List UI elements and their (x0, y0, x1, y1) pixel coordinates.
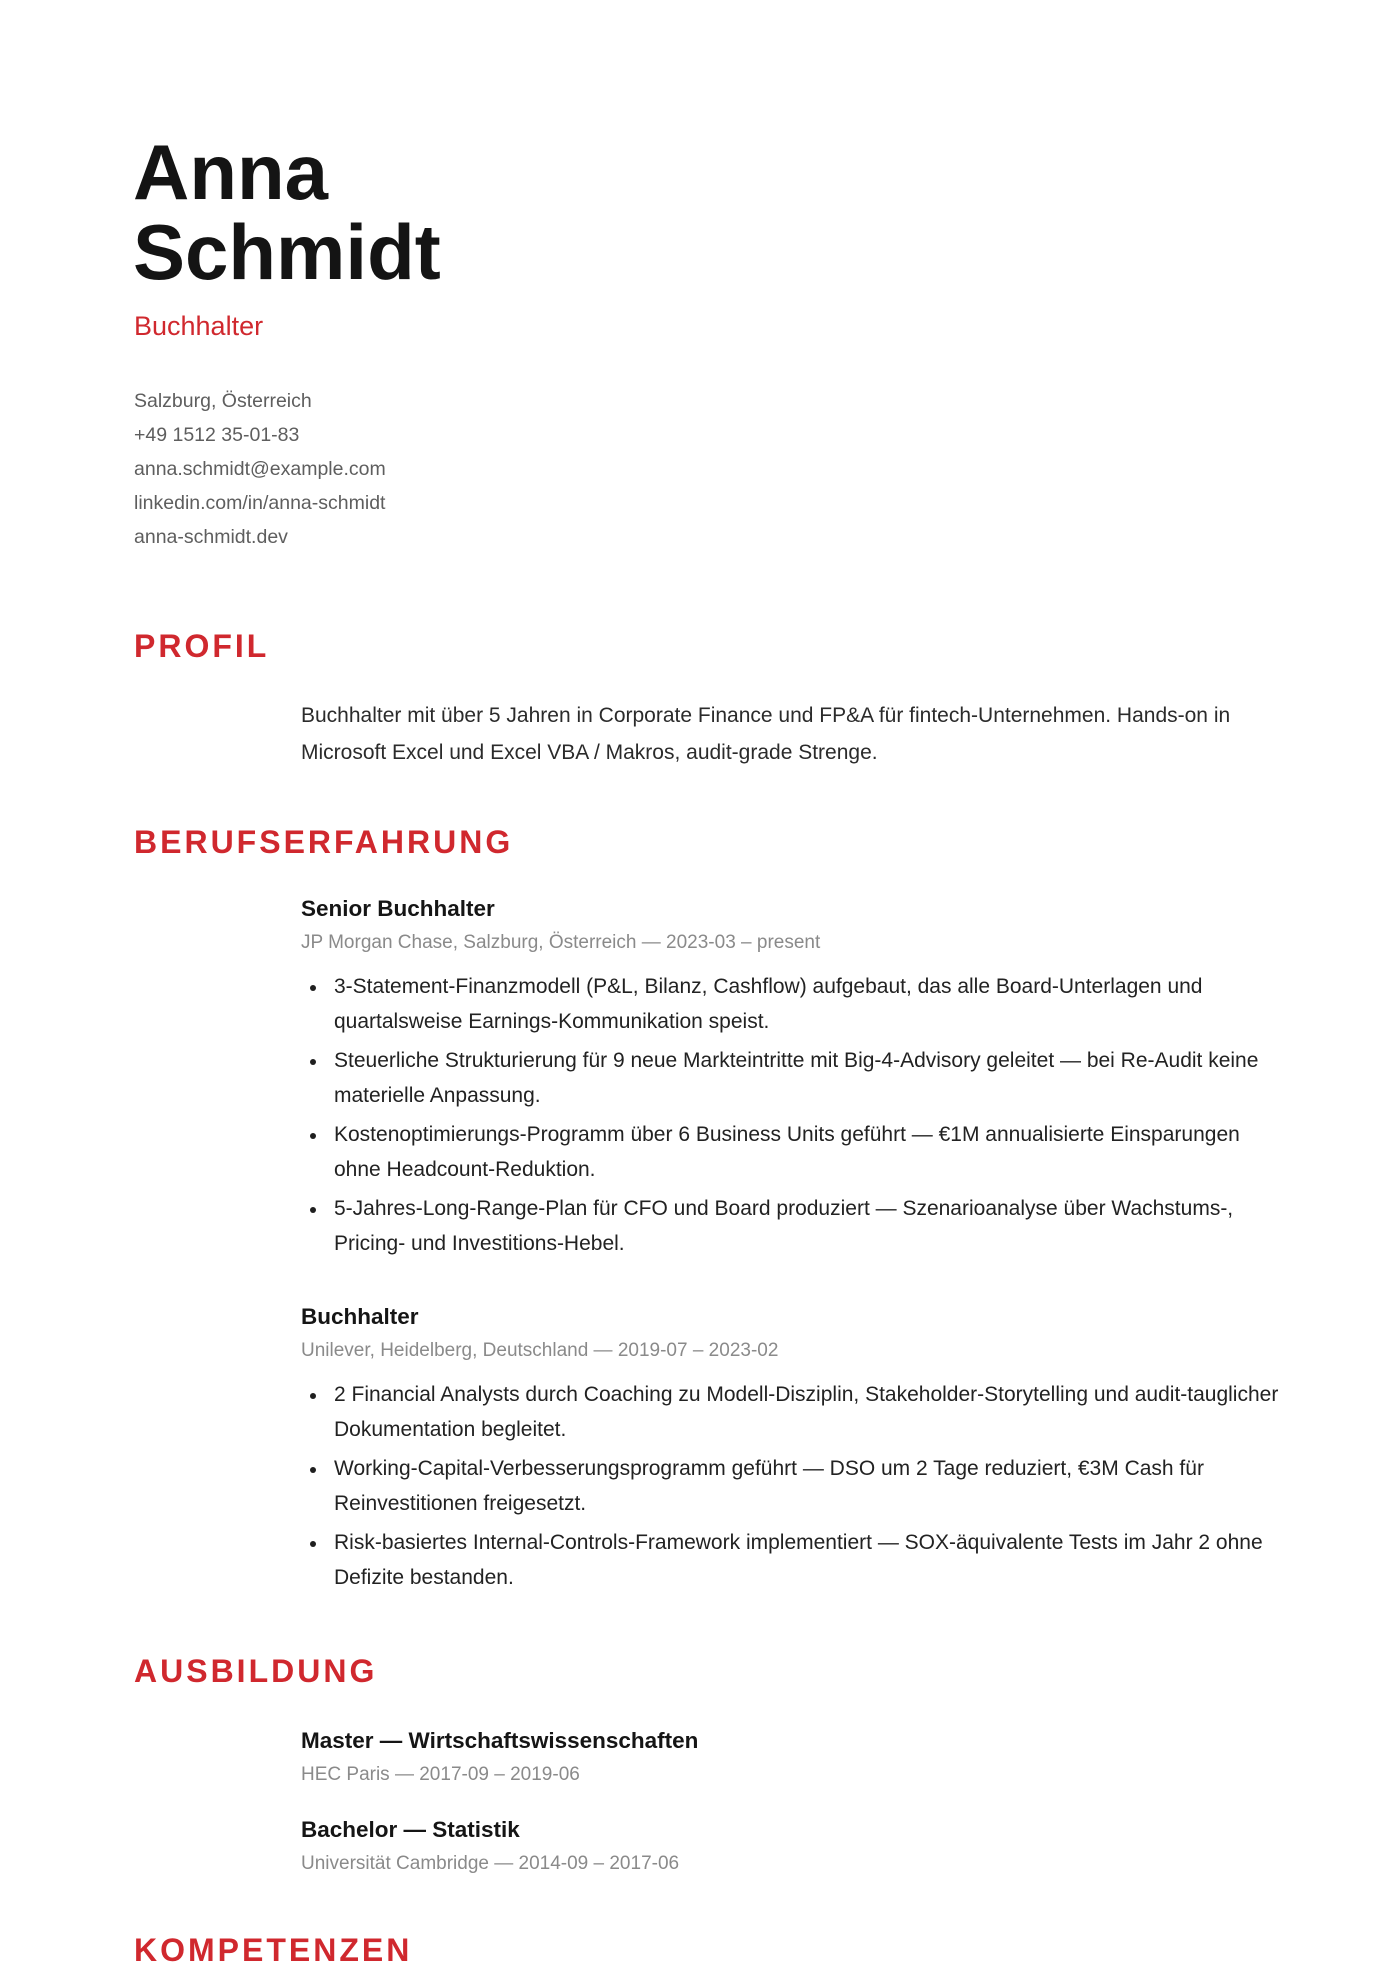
achievement-list (301, 970, 1291, 1261)
achievement-text: Risk-basiertes Internal-Controls-Framework implementiert — SOX-äquivalente Tests im Jahr 2 ohne Defizite bestanden. (334, 1531, 1263, 1589)
degree-meta: HEC Paris — 2017-09 – 2019-06 (301, 1764, 580, 1785)
degree-meta: Universität Cambridge — 2014-09 – 2017-06 (301, 1853, 680, 1874)
degree-title: Master — Wirtschaftswissenschaften (301, 1728, 699, 1753)
bullet-dot-icon (310, 1059, 316, 1065)
bullet-dot-icon (310, 1393, 316, 1399)
achievement-item (301, 1526, 1291, 1595)
contact-phone: +49 1512 35-01-83 (134, 424, 300, 446)
achievement-text: Working-Capital-Verbesserungsprogramm geführt — DSO um 2 Tage reduziert, €3M Cash für Reinvestitionen freigesetzt. (334, 1457, 1204, 1515)
job-meta: Unilever, Heidelberg, Deutschland — 2019-07 – 2023-02 (301, 1340, 779, 1361)
achievement-item (301, 1118, 1291, 1187)
achievement-item (301, 1192, 1291, 1261)
education-entry (301, 1815, 1291, 1879)
achievement-text: 3-Statement-Finanzmodell (P&L, Bilanz, Cashflow) aufgebaut, das alle Board-Unterlagen und quartalsweise Earnings-Kommunikation speist. (334, 975, 1203, 1033)
candidate-name (133, 128, 441, 296)
contact-list (134, 384, 386, 554)
contact-website[interactable]: anna-schmidt.dev (134, 526, 288, 548)
contact-location: Salzburg, Österreich (134, 390, 312, 412)
achievement-item (301, 970, 1291, 1039)
contact-linkedin[interactable]: linkedin.com/in/anna-schmidt (134, 492, 386, 514)
bullet-dot-icon (310, 1133, 316, 1139)
name-last: Schmidt (133, 208, 441, 296)
section-title-skills: KOMPETENZEN (134, 1932, 413, 1968)
achievement-text: Kostenoptimierungs-Programm über 6 Business Units geführt — €1M annualisierte Einsparungen ohne Headcount-Reduktion. (334, 1123, 1240, 1181)
contact-email[interactable]: anna.schmidt@example.com (134, 458, 386, 480)
job-title: Senior Buchhalter (301, 896, 495, 921)
achievement-text: 5-Jahres-Long-Range-Plan für CFO und Board produziert — Szenarioanalyse über Wachstums-, Pricing- und Investitions-Hebel. (334, 1197, 1234, 1255)
experience-entry (301, 894, 1291, 1266)
section-title-experience: BERUFSERFAHRUNG (134, 824, 514, 860)
degree-title: Bachelor — Statistik (301, 1817, 520, 1842)
bullet-dot-icon (310, 1207, 316, 1213)
profile-summary: Buchhalter mit über 5 Jahren in Corporate Finance und FP&A für fintech-Unternehmen. Hands-on in Microsoft Excel und Excel VBA / Makros, audit-grade Strenge. (301, 704, 1231, 764)
achievement-list (301, 1378, 1291, 1595)
education-entry (301, 1726, 1291, 1790)
job-title: Buchhalter (301, 1304, 419, 1329)
achievement-text: 2 Financial Analysts durch Coaching zu Modell-Disziplin, Stakeholder-Storytelling und audit-tauglicher Dokumentation begleitet. (334, 1383, 1279, 1441)
bullet-dot-icon (310, 1541, 316, 1547)
achievement-item (301, 1378, 1291, 1447)
section-title-profile: PROFIL (134, 628, 270, 664)
achievement-item (301, 1044, 1291, 1113)
job-meta: JP Morgan Chase, Salzburg, Österreich — 2023-03 – present (301, 932, 821, 953)
bullet-dot-icon (310, 985, 316, 991)
bullet-dot-icon (310, 1467, 316, 1473)
achievement-text: Steuerliche Strukturierung für 9 neue Markteintritte mit Big-4-Advisory geleitet — bei Re-Audit keine materielle Anpassung. (334, 1049, 1259, 1107)
job-role: Buchhalter (134, 311, 264, 341)
section-title-education: AUSBILDUNG (134, 1653, 378, 1689)
name-first: Anna (133, 128, 328, 216)
achievement-item (301, 1452, 1291, 1521)
experience-entry (301, 1302, 1291, 1600)
